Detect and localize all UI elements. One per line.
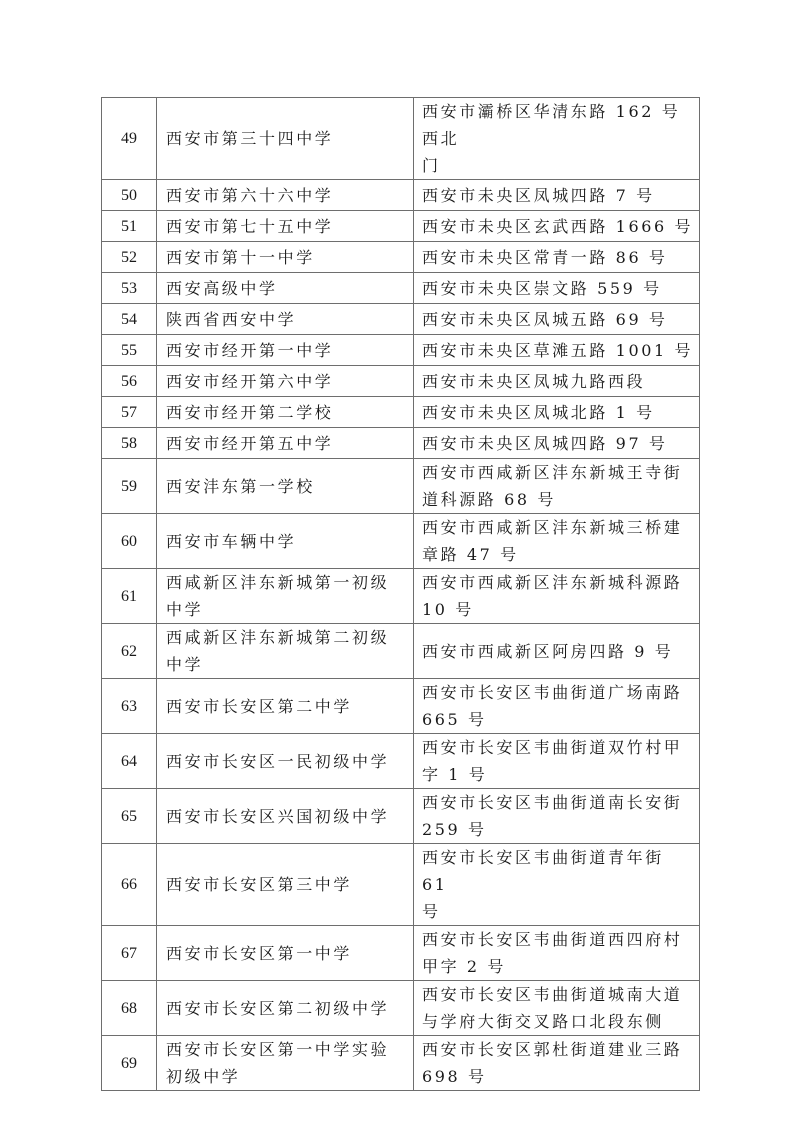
school-address-line: 西安市未央区草滩五路 1001 号 [422, 340, 694, 360]
school-address-cell [414, 335, 700, 366]
school-name-cell [157, 98, 414, 180]
school-name-cell [157, 366, 414, 397]
school-address-cell [414, 211, 700, 242]
school-name-cell [157, 459, 414, 514]
school-address-cell [414, 624, 700, 679]
table-row [102, 98, 700, 180]
school-name-line: 西安市长安区一民初级中学 [166, 751, 390, 771]
school-name-cell [157, 789, 414, 844]
school-address-line: 259 号 [422, 820, 487, 839]
row-number: 64 [102, 734, 157, 789]
school-address-line: 西安市长安区韦曲街道南长安街 [422, 793, 683, 812]
school-name-line: 西安市长安区第二中学 [166, 696, 353, 716]
school-address-cell [414, 981, 700, 1036]
school-address-line: 西安市灞桥区华清东路 162 号西北 [422, 102, 681, 148]
table-row [102, 1036, 700, 1091]
school-name-line: 西安市第十一中学 [166, 247, 315, 267]
school-name-line: 西安市经开第二学校 [166, 402, 334, 422]
school-address-line: 西安市长安区韦曲街道双竹村甲 [422, 738, 683, 757]
row-number: 68 [102, 981, 157, 1036]
school-name-cell [157, 428, 414, 459]
school-name-cell [157, 514, 414, 569]
school-name-cell [157, 624, 414, 679]
row-number: 59 [102, 459, 157, 514]
school-address-line: 西安市西咸新区沣东新城王寺街 [422, 463, 683, 482]
table-row [102, 335, 700, 366]
school-name-cell [157, 1036, 414, 1091]
row-number: 53 [102, 273, 157, 304]
school-address-line: 西安市长安区韦曲街道西四府村 [422, 930, 683, 949]
school-name-line: 西安市车辆中学 [166, 531, 297, 551]
table-row [102, 428, 700, 459]
row-number: 49 [102, 98, 157, 180]
table-body [102, 98, 700, 1091]
school-address-cell [414, 273, 700, 304]
school-address-line: 西安市未央区凤城四路 97 号 [422, 433, 668, 453]
school-address-line: 门 [422, 156, 441, 175]
school-address-cell [414, 514, 700, 569]
school-name-line: 西安市长安区第二初级中学 [166, 998, 390, 1018]
school-name-line: 西安市经开第六中学 [166, 371, 334, 391]
row-number: 50 [102, 180, 157, 211]
school-address-line: 西安市未央区凤城北路 1 号 [422, 402, 655, 422]
row-number: 56 [102, 366, 157, 397]
row-number: 60 [102, 514, 157, 569]
table-row [102, 397, 700, 428]
school-name-cell [157, 242, 414, 273]
table-row [102, 180, 700, 211]
school-name-cell [157, 335, 414, 366]
school-name-cell [157, 734, 414, 789]
row-number: 61 [102, 569, 157, 624]
row-number: 65 [102, 789, 157, 844]
school-name-cell [157, 273, 414, 304]
school-name-cell [157, 844, 414, 926]
school-name-cell [157, 211, 414, 242]
school-address-cell [414, 459, 700, 514]
school-name-cell [157, 926, 414, 981]
school-name-cell [157, 304, 414, 335]
table-row [102, 211, 700, 242]
row-number: 51 [102, 211, 157, 242]
school-address-line: 字 1 号 [422, 765, 488, 784]
row-number: 62 [102, 624, 157, 679]
school-name-line: 西安高级中学 [166, 278, 278, 298]
school-address-line: 西安市未央区凤城九路西段 [422, 371, 646, 391]
row-number: 52 [102, 242, 157, 273]
school-name-line: 西安市经开第五中学 [166, 433, 334, 453]
table-row [102, 844, 700, 926]
school-address-line: 10 号 [422, 600, 474, 619]
school-name-line: 中学 [166, 600, 204, 619]
row-number: 55 [102, 335, 157, 366]
school-address-line: 西安市未央区常青一路 86 号 [422, 247, 668, 267]
school-address-line: 西安市西咸新区沣东新城科源路 [422, 573, 683, 592]
school-address-line: 西安市未央区凤城五路 69 号 [422, 309, 668, 329]
school-address-line: 号 [422, 902, 441, 921]
school-name-line: 西安市第三十四中学 [166, 129, 334, 148]
school-name-line: 西安市第七十五中学 [166, 216, 334, 236]
row-number: 66 [102, 844, 157, 926]
school-address-cell [414, 304, 700, 335]
row-number: 63 [102, 679, 157, 734]
school-address-line: 西安市长安区韦曲街道广场南路 [422, 683, 683, 702]
row-number: 67 [102, 926, 157, 981]
school-address-cell [414, 844, 700, 926]
school-address-line: 698 号 [422, 1067, 487, 1086]
school-address-line: 西安市长安区韦曲街道青年街 61 [422, 848, 664, 894]
school-name-line: 西安市长安区第一中学实验 [166, 1040, 390, 1059]
school-name-line: 西咸新区沣东新城第一初级 [166, 573, 390, 592]
school-name-cell [157, 569, 414, 624]
school-address-line: 西安市长安区韦曲街道城南大道 [422, 985, 683, 1004]
row-number: 58 [102, 428, 157, 459]
table-row [102, 926, 700, 981]
school-address-line: 西安市未央区崇文路 559 号 [422, 278, 662, 298]
table-row [102, 789, 700, 844]
school-address-line: 西安市未央区玄武西路 1666 号 [422, 216, 694, 236]
school-name-line: 西安市长安区第一中学 [166, 943, 353, 963]
school-name-line: 西安市经开第一中学 [166, 340, 334, 360]
table-row [102, 242, 700, 273]
school-name-cell [157, 180, 414, 211]
school-address-line: 西安市西咸新区沣东新城三桥建 [422, 518, 683, 537]
school-name-cell [157, 679, 414, 734]
school-address-line: 章路 47 号 [422, 545, 519, 564]
table-row [102, 679, 700, 734]
school-name-line: 陕西省西安中学 [166, 309, 297, 329]
school-name-line: 西安市长安区第三中学 [166, 875, 353, 894]
school-address-cell [414, 366, 700, 397]
school-address-line: 665 号 [422, 710, 487, 729]
school-address-cell [414, 180, 700, 211]
table-row [102, 304, 700, 335]
school-address-cell [414, 428, 700, 459]
row-number: 69 [102, 1036, 157, 1091]
school-address-line: 与学府大街交叉路口北段东侧 [422, 1012, 664, 1031]
school-address-line: 甲字 2 号 [422, 957, 506, 976]
table-row [102, 514, 700, 569]
school-address-cell [414, 1036, 700, 1091]
school-name-line: 中学 [166, 655, 204, 674]
school-name-line: 西安市长安区兴国初级中学 [166, 806, 390, 826]
table-row [102, 366, 700, 397]
school-address-line: 道科源路 68 号 [422, 490, 556, 509]
table-row [102, 624, 700, 679]
school-address-cell [414, 734, 700, 789]
school-name-line: 西安沣东第一学校 [166, 476, 315, 496]
school-address-line: 西安市西咸新区阿房四路 9 号 [422, 641, 674, 661]
table-row [102, 459, 700, 514]
school-name-line: 初级中学 [166, 1067, 241, 1086]
school-name-line: 西咸新区沣东新城第二初级 [166, 628, 390, 647]
row-number: 57 [102, 397, 157, 428]
school-address-line: 西安市长安区郭杜街道建业三路 [422, 1040, 683, 1059]
school-address-cell [414, 397, 700, 428]
school-address-cell [414, 569, 700, 624]
school-name-line: 西安市第六十六中学 [166, 185, 334, 205]
school-address-cell [414, 98, 700, 180]
school-name-cell [157, 981, 414, 1036]
table-row [102, 981, 700, 1036]
row-number: 54 [102, 304, 157, 335]
school-address-cell [414, 242, 700, 273]
school-address-line: 西安市未央区凤城四路 7 号 [422, 185, 655, 205]
school-address-cell [414, 679, 700, 734]
school-address-cell [414, 926, 700, 981]
table-row [102, 273, 700, 304]
table-row [102, 569, 700, 624]
table-row [102, 734, 700, 789]
school-list-table [101, 97, 700, 1091]
school-address-cell [414, 789, 700, 844]
school-name-cell [157, 397, 414, 428]
